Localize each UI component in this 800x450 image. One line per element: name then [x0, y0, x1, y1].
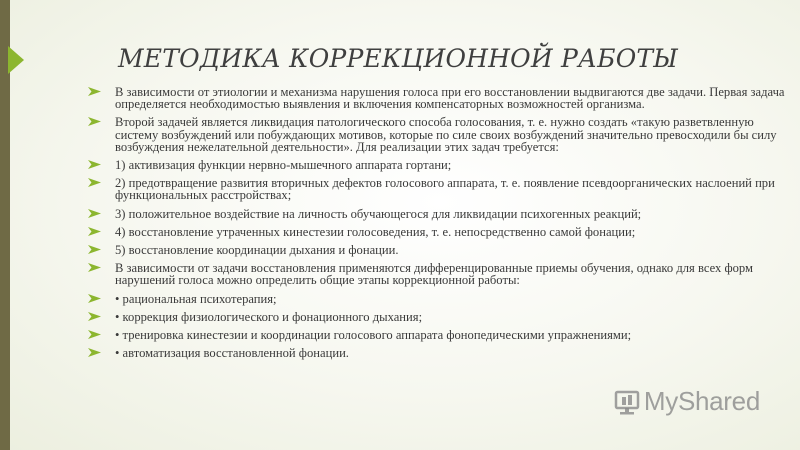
- arrow-bullet-icon: [88, 209, 101, 218]
- bullet-text: В зависимости от этиологии и механизма нарушения голоса при его восстановлении выдвигаются две задачи. Первая задача определяется необходимостью выявления и включения компенсаторных возможностей организма.: [115, 85, 785, 112]
- myshared-logo-icon: [613, 388, 641, 416]
- arrow-bullet-icon: [88, 312, 101, 321]
- title-arrow-icon: [8, 46, 24, 74]
- arrow-bullet-icon: [88, 245, 101, 254]
- list-item: [88, 159, 788, 171]
- list-item: [88, 329, 788, 341]
- arrow-bullet-icon: [88, 160, 101, 169]
- arrow-bullet-icon: [88, 348, 101, 357]
- arrow-bullet-icon: [88, 263, 101, 272]
- bullet-text: 5) восстановление координации дыхания и фонации.: [115, 243, 399, 258]
- bullet-text: В зависимости от задачи восстановления применяются дифференцированные приемы обучения, однако для всех форм нарушений голоса можно определить общие этапы коррекционной работы:: [115, 261, 753, 288]
- list-item: [88, 208, 788, 220]
- arrow-bullet-icon: [88, 178, 101, 187]
- list-item: [88, 226, 788, 238]
- list-item: [88, 262, 788, 286]
- bullet-text: • автоматизация восстановленной фонации.: [115, 346, 349, 361]
- list-item: [88, 347, 788, 359]
- arrow-bullet-icon: [88, 227, 101, 236]
- bullet-text: • коррекция физиологического и фонационного дыхания;: [115, 309, 423, 324]
- bullet-text: 1) активизация функции нервно-мышечного аппарата гортани;: [115, 158, 452, 173]
- bullet-text: 4) восстановление утраченных кинестезии голосоведения, т. е. непосредственно самой фонации;: [115, 224, 636, 239]
- arrow-bullet-icon: [88, 117, 101, 126]
- bullet-text: 2) предотвращение развития вторичных дефектов голосового аппарата, т. е. появление псевдоорганических наслоений при функциональных расстройствах;: [115, 176, 775, 203]
- bullet-text: 3) положительное воздействие на личность обучающегося для ликвидации психогенных реакций;: [115, 206, 642, 221]
- list-item: [88, 244, 788, 256]
- slide-title: МЕТОДИКА КОРРЕКЦИОННОЙ РАБОТЫ: [118, 44, 679, 73]
- arrow-bullet-icon: [88, 330, 101, 339]
- watermark: [613, 386, 760, 417]
- list-item: [88, 293, 788, 305]
- list-item: [88, 311, 788, 323]
- bullet-list: [88, 86, 788, 365]
- list-item: [88, 86, 788, 110]
- list-item: [88, 177, 788, 201]
- watermark-text: MyShared: [643, 386, 760, 416]
- bullet-text: • тренировка кинестезии и координации голосового аппарата фонопедическими упражнениями;: [115, 328, 632, 343]
- bullet-text: Второй задачей является ликвидация патологического способа голосования, т. е. нужно создать «такую разветвленную систему возбуждений или побуждающих мотивов, которые по силе своих возбуждений значительно превосходили бы силу возбуждения нежелательной деятельности». Для реализации этих задач требуется:: [115, 115, 777, 154]
- arrow-bullet-icon: [88, 87, 101, 96]
- arrow-bullet-icon: [88, 294, 101, 303]
- list-item: [88, 116, 788, 153]
- bullet-text: • рациональная психотерапия;: [115, 291, 277, 306]
